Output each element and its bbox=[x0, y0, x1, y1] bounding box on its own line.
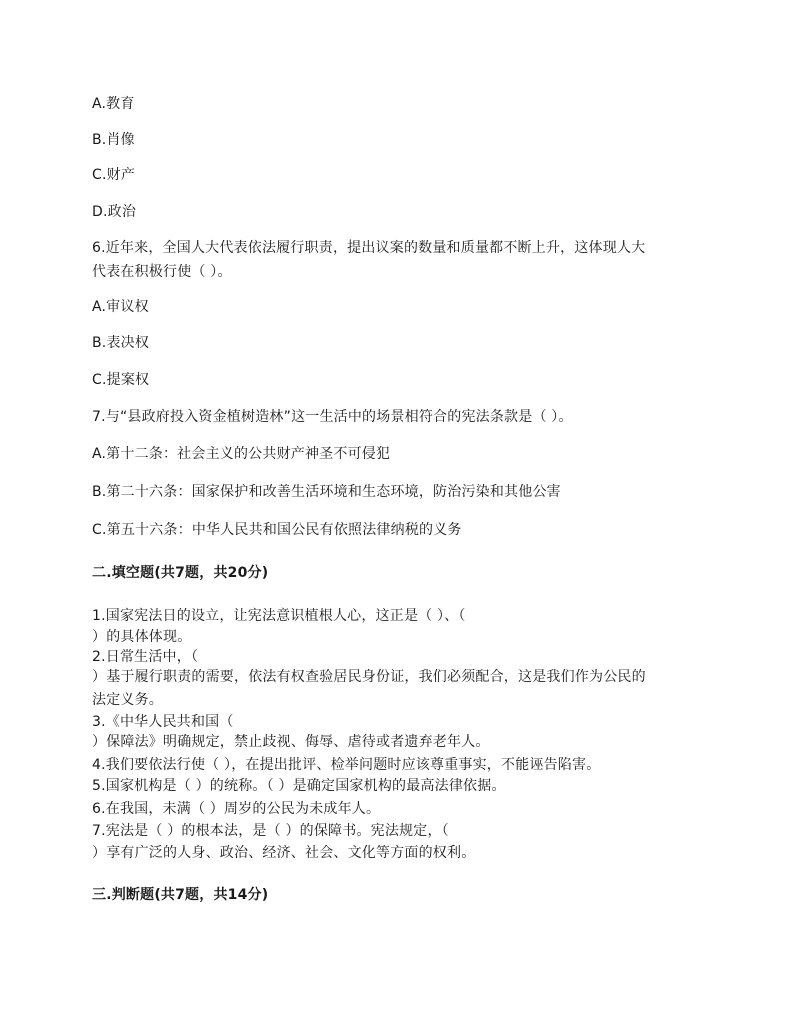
question-6-line-1: 6.近年来，全国人大代表依法履行职责，提出议案的数量和质量都不断上升，这体现人大 bbox=[92, 240, 646, 256]
fill-q2-line-3: 法定义务。 bbox=[92, 692, 163, 708]
option-d-politics: D.政治 bbox=[92, 204, 137, 220]
q6-option-a: A.审议权 bbox=[92, 299, 149, 315]
fill-q1-line-1: 1.国家宪法日的设立，让宪法意识植根人心，这正是（ ）、（ bbox=[92, 608, 466, 624]
fill-q3-line-1: 3.《中华人民共和国（ bbox=[92, 714, 234, 730]
q6-option-c: C.提案权 bbox=[92, 372, 150, 388]
question-6-line-2: 代表在积极行使（ ）。 bbox=[92, 264, 232, 280]
fill-q7-line-1: 7.宪法是（ ）的根本法，是（ ）的保障书。宪法规定，（ bbox=[92, 823, 449, 839]
q7-option-b: B.第二十六条：国家保护和改善生活环境和生态环境，防治污染和其他公害 bbox=[92, 484, 561, 500]
option-b-portrait: B.肖像 bbox=[92, 132, 135, 148]
fill-q7-line-2: ）享有广泛的人身、政治、经济、社会、文化等方面的权利。 bbox=[92, 845, 476, 861]
q7-option-a: A.第十二条：社会主义的公共财产神圣不可侵犯 bbox=[92, 446, 391, 462]
fill-q3-line-2: ）保障法》明确规定，禁止歧视、侮辱、虐待或者遗弃老年人。 bbox=[92, 734, 490, 750]
option-a-education: A.教育 bbox=[92, 96, 135, 112]
section-2-heading: 二.填空题(共7题，共20分) bbox=[92, 565, 269, 581]
fill-q6: 6.在我国，未满（ ）周岁的公民为未成年人。 bbox=[92, 801, 381, 817]
fill-q4: 4.我们要依法行使（ ），在提出批评、检举问题时应该尊重事实，不能诬告陷害。 bbox=[92, 757, 601, 773]
q7-option-c: C.第五十六条：中华人民共和国公民有依照法律纳税的义务 bbox=[92, 522, 462, 538]
q6-option-b: B.表决权 bbox=[92, 335, 150, 351]
option-c-property: C.财产 bbox=[92, 167, 136, 183]
fill-q2-line-1: 2.日常生活中，（ bbox=[92, 649, 199, 665]
fill-q5: 5.国家机构是（ ）的统称。（ ）是确定国家机构的最高法律依据。 bbox=[92, 778, 506, 794]
fill-q1-line-2: ）的具体体现。 bbox=[92, 629, 192, 645]
question-7: 7.与“县政府投入资金植树造林”这一生活中的场景相符合的宪法条款是（ ）。 bbox=[92, 409, 573, 425]
section-3-heading: 三.判断题(共7题，共14分) bbox=[92, 887, 269, 903]
fill-q2-line-2: ）基于履行职责的需要，依法有权查验居民身份证，我们必须配合，这是我们作为公民的 bbox=[92, 669, 646, 685]
